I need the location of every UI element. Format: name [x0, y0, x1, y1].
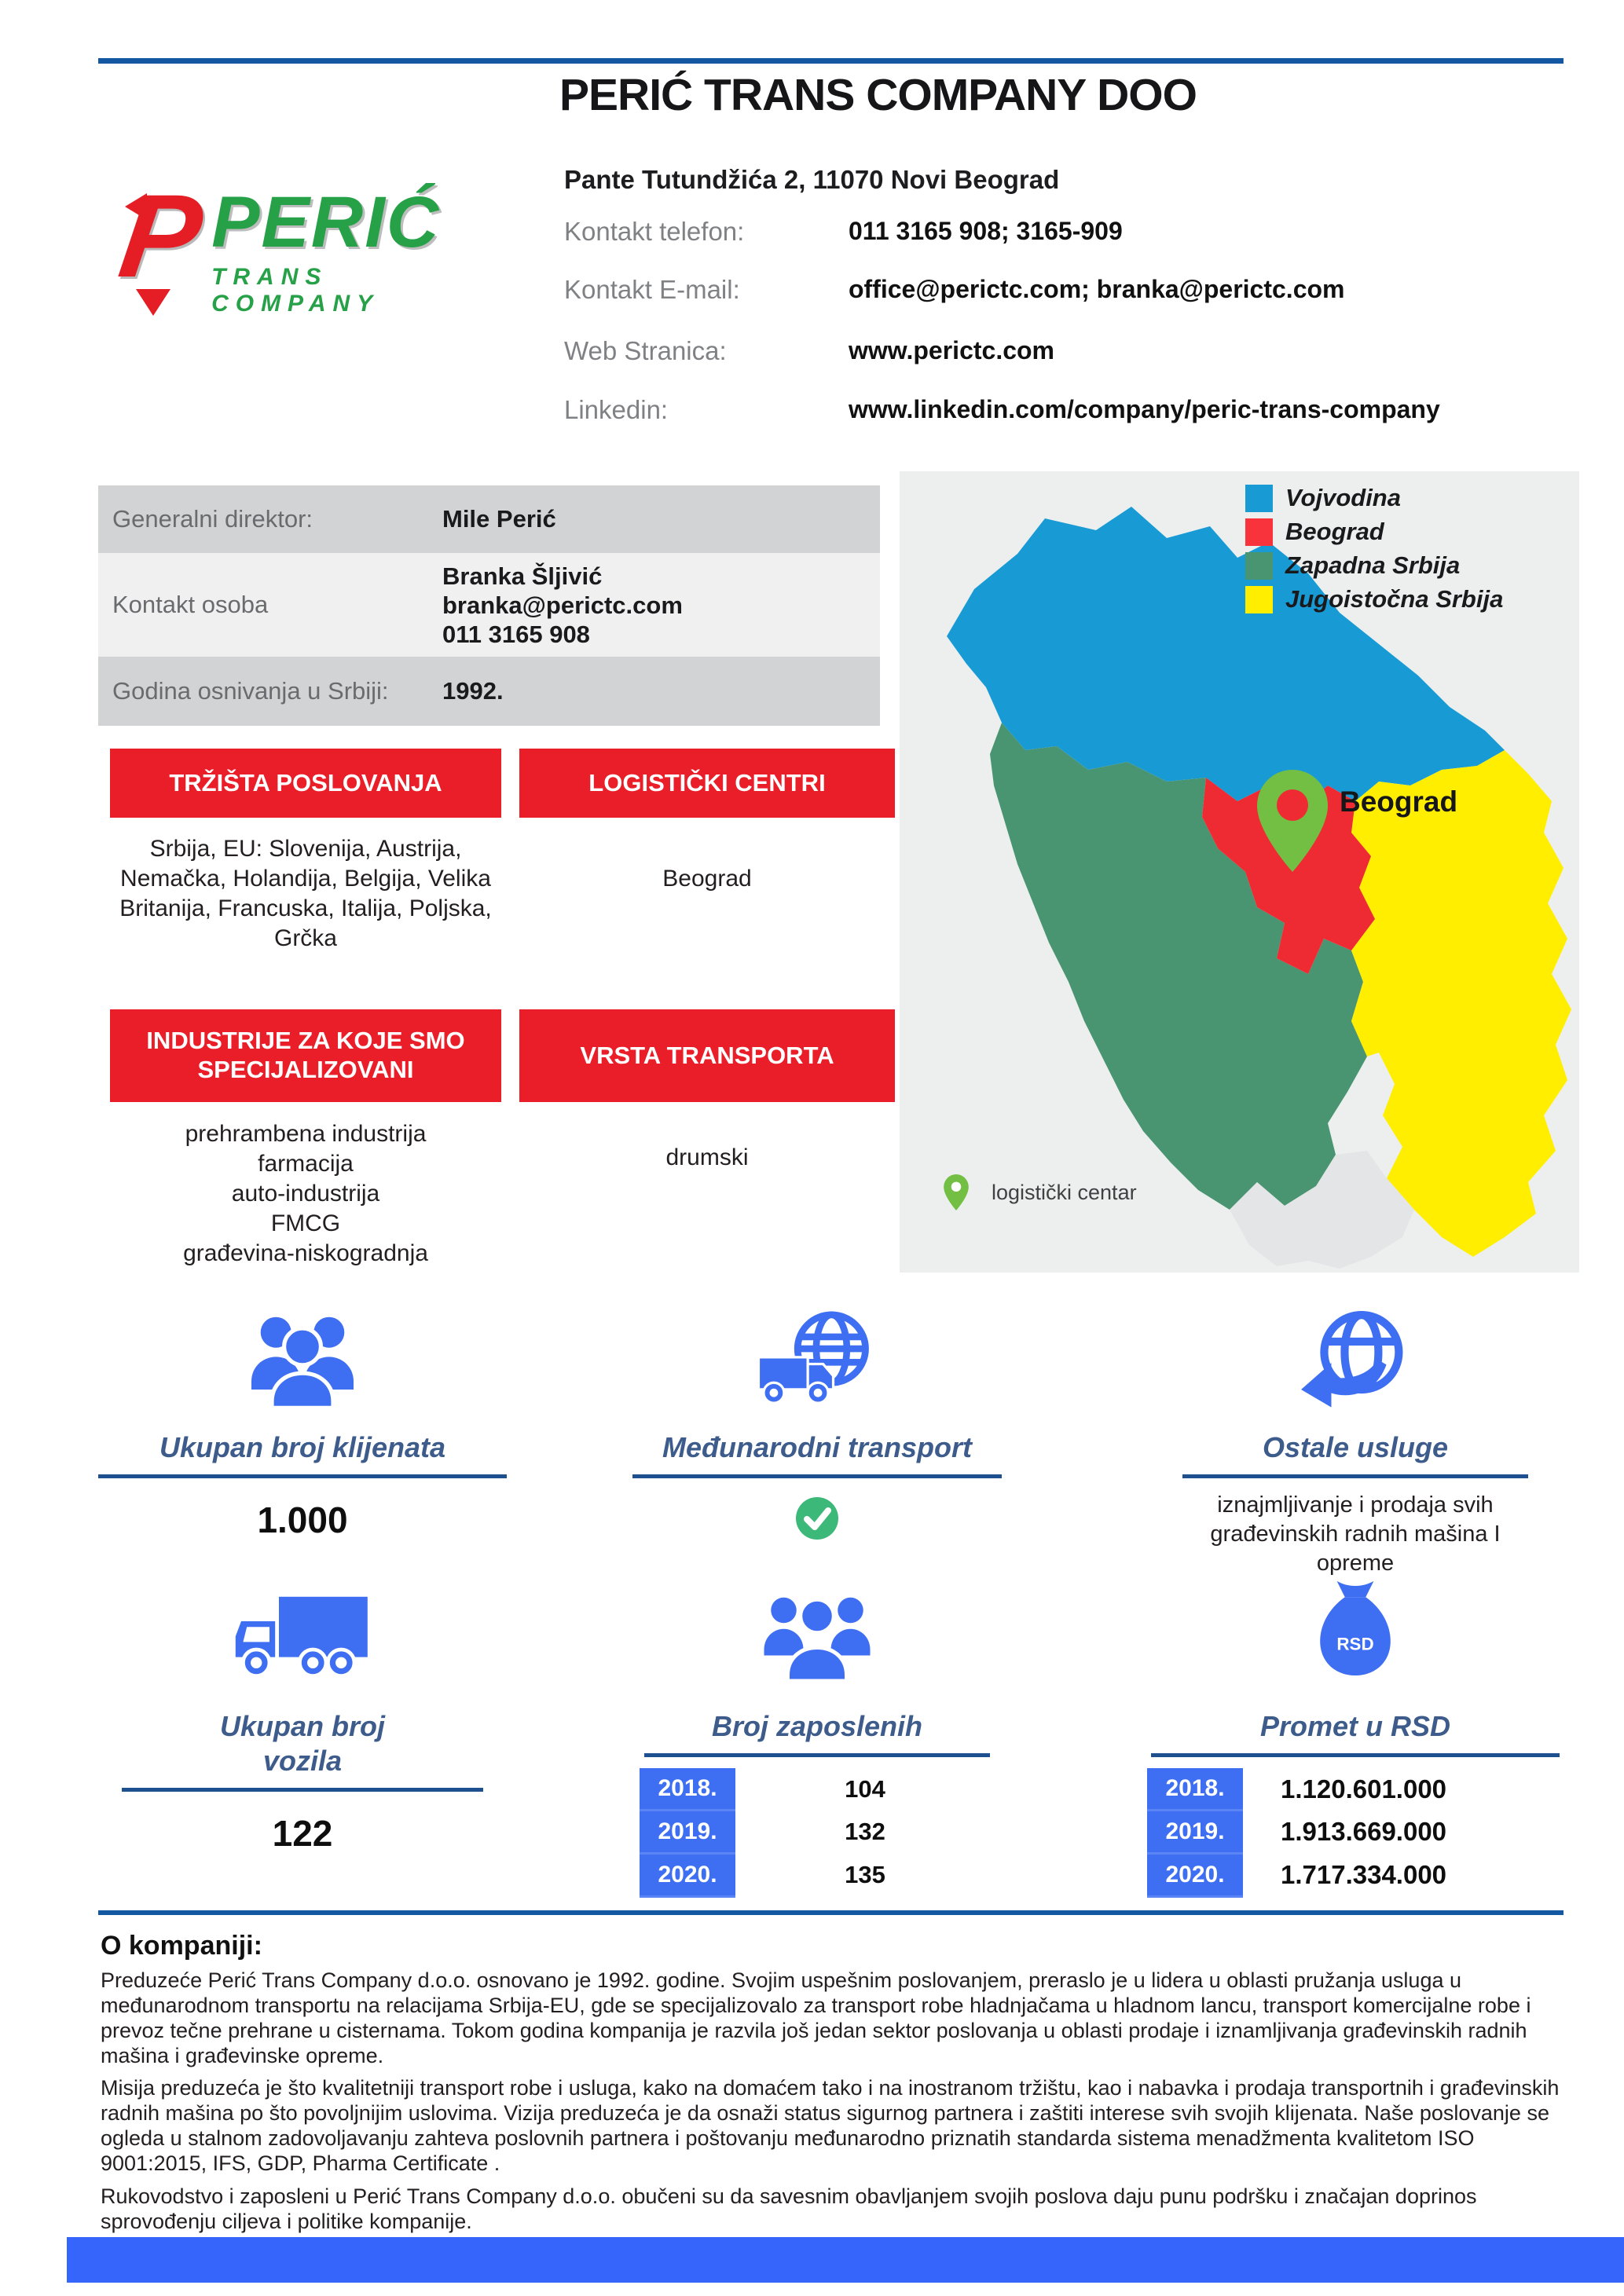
map-caption [943, 1174, 1137, 1210]
contact-web-value[interactable]: www.perictc.com [849, 336, 1054, 364]
contact-web-label: Web Stranica: [564, 336, 727, 365]
legend-label-jugoistocna-srbija: Jugoistočna Srbija [1285, 585, 1504, 613]
contact-email-row [564, 275, 1564, 305]
contact-person-email[interactable]: branka@perictc.com [442, 591, 683, 619]
international-label: Međunarodni transport [662, 1431, 972, 1463]
money-bag-icon [1311, 1571, 1399, 1689]
director-value: Mile Perić [442, 505, 556, 533]
revenue-year: 2020. [1147, 1854, 1243, 1897]
revenue-table [1147, 1768, 1564, 1898]
contact-person-label: Kontakt osoba [112, 591, 269, 618]
info-row-contact-person [98, 553, 880, 657]
vehicles-label: Ukupan broj vozila [219, 1710, 385, 1777]
map-city-label: Beograd [1340, 785, 1458, 818]
industry-item: farmacija [258, 1151, 354, 1177]
industry-item: FMCG [270, 1210, 341, 1236]
revenue-year: 2018. [1147, 1768, 1243, 1811]
transport-section-header: VRSTA TRANSPORTA [519, 1009, 895, 1102]
industries-list [110, 1119, 501, 1269]
contact-email-value[interactable]: office@perictc.com; branka@perictc.com [849, 275, 1345, 303]
markets-content: Srbija, EU: Slovenija, Austrija, Nemačka, Holandija, Belgija, Velika Britanija, Francuska, Italija, Poljska, Grčka [119, 836, 492, 951]
employees-value: 132 [845, 1818, 885, 1845]
table-row [1147, 1768, 1564, 1811]
info-row-director [98, 485, 880, 553]
logo-p-arrow-icon: P [112, 170, 210, 302]
map-caption-text: logistički centar [992, 1180, 1137, 1204]
table-row [1147, 1854, 1564, 1897]
logistics-section-header: LOGISTIČKI CENTRI [519, 749, 895, 818]
revenue-label: Promet u RSD [1259, 1710, 1451, 1742]
industry-item: auto-industrija [231, 1181, 380, 1207]
employees-year: 2020. [640, 1854, 735, 1897]
stat-vehicles [47, 1587, 558, 1855]
truck-globe-icon [753, 1308, 881, 1410]
globe-arrow-icon [1296, 1308, 1414, 1410]
legend-item-vojvodina [1245, 484, 1503, 512]
truck-icon [232, 1587, 373, 1689]
revenue-value: 1.717.334.000 [1281, 1860, 1447, 1889]
company-logo [112, 170, 491, 338]
map-legend [1245, 484, 1503, 619]
vehicles-value: 122 [272, 1813, 333, 1854]
company-address: Pante Tutundžića 2, 11070 Novi Beograd [564, 165, 1060, 194]
table-row [640, 1811, 995, 1854]
about-divider [98, 1910, 1564, 1915]
about-paragraph: Misija preduzeća je što kvalitetniji transport robe i usluga, kako na domaćem tako i na inostranom tržištu, kao i nabavka i prodaja transportnih i građevinskih radnih mašina po što povoljnijim uslovima. Vizija preduzeća je da osnaži status sigurnog partnera i zaštiti interese svih svojih klijenata. Naše poslovanje se ogleda u stalnom zadovoljavanju zahteva poslovnih partnera i poštovanju međunarodno priznatih standarda sistema menadžmenta kvalitetom ISO 9001:2015, IFS, GDP, Pharma Certificate . [101, 2076, 1560, 2175]
other-services-label: Ostale usluge [1262, 1431, 1449, 1463]
footer-bar [67, 2237, 1624, 2283]
logistics-center-pin-icon [943, 1174, 970, 1210]
contact-phone-row [564, 217, 1564, 247]
revenue-value: 1.913.669.000 [1281, 1817, 1447, 1846]
contact-phone-value: 011 3165 908; 3165-909 [849, 217, 1123, 245]
page-title: PERIĆ TRANS COMPANY DOO [559, 70, 1197, 120]
about-paragraph: Preduzeće Perić Trans Company d.o.o. osnovano je 1992. godine. Svojim uspešnim poslovanjem, preraslo je u lidera u oblasti pružanja usluga u međunarodnom transportu na relacijama Srbija-EU, gde se specijalizovalo za transport robe hladnjačama u hladnom lancu, transport komercijalne robe i prevoz tečne prehrane u cisternama. Tokom godina kompanija je razvila još jedan sektor poslovanja u oblasti prodaje i iznamljivanja građevinskih radnih mašina i građevinske opreme. [101, 1968, 1531, 2067]
legend-item-zapadna-srbija [1245, 551, 1503, 580]
check-circle-icon [794, 1496, 840, 1541]
contact-linkedin-value[interactable]: www.linkedin.com/company/peric-trans-company [849, 395, 1440, 423]
other-services-value: iznajmljivanje i prodaja svih građevinskih radnih mašina I opreme [1210, 1492, 1501, 1576]
contact-person-phone: 011 3165 908 [442, 620, 590, 648]
contact-email-label: Kontakt E-mail: [564, 275, 740, 304]
serbia-regions-map [900, 471, 1579, 1273]
employees-label: Broj zaposlenih [711, 1710, 923, 1742]
vehicles-underline [122, 1788, 483, 1792]
founded-label: Godina osnivanja u Srbiji: [112, 677, 389, 705]
director-label: Generalni direktor: [112, 505, 313, 533]
stat-international-transport [585, 1308, 1049, 1545]
legend-item-jugoistocna-srbija [1245, 585, 1503, 613]
industry-item: prehrambena industrija [185, 1121, 427, 1147]
international-underline [632, 1474, 1002, 1478]
about-paragraph: Rukovodstvo i zaposleni u Perić Trans Company d.o.o. obučeni su da savesnim obavljanjem svojih poslova daju punu podršku i značajan doprinos sprovođenju ciljeva i politike kompanije. [101, 2184, 1477, 2233]
clients-value: 1.000 [257, 1500, 348, 1540]
industries-section-header: INDUSTRIJE ZA KOJE SMO SPECIJALIZOVANI [110, 1009, 501, 1102]
revenue-year: 2019. [1147, 1811, 1243, 1854]
employees-value: 104 [845, 1774, 885, 1803]
legend-label-zapadna-srbija: Zapadna Srbija [1285, 551, 1461, 579]
info-row-founded [98, 657, 880, 726]
transport-content: drumski [665, 1144, 749, 1170]
legend-swatch-zapadna-srbija [1245, 552, 1273, 580]
employees-year: 2018. [640, 1768, 735, 1811]
logo-subtitle: TRANS COMPANY [211, 264, 380, 317]
clients-label: Ukupan broj klijenata [159, 1431, 446, 1463]
employees-people-icon [758, 1587, 876, 1689]
table-row [1147, 1811, 1564, 1854]
international-check [794, 1496, 840, 1545]
employees-underline [644, 1753, 990, 1757]
legend-item-beograd [1245, 518, 1503, 546]
stat-other-services [1120, 1308, 1591, 1578]
contact-linkedin-label: Linkedin: [564, 395, 669, 424]
about-heading: O kompaniji: [101, 1931, 262, 1961]
contact-web-row [564, 336, 1564, 366]
logistics-content: Beograd [662, 866, 752, 892]
founded-value: 1992. [442, 677, 504, 705]
money-bag-currency: RSD [1336, 1634, 1374, 1654]
clients-underline [98, 1474, 507, 1478]
clients-people-icon [241, 1308, 364, 1410]
contact-phone-label: Kontakt telefon: [564, 217, 745, 246]
table-row [640, 1854, 995, 1897]
employees-year: 2019. [640, 1811, 735, 1854]
contact-linkedin-row [564, 395, 1564, 425]
logo-wordmark: PERIĆ [211, 182, 441, 262]
industry-item: građevina-niskogradnja [183, 1240, 428, 1266]
legend-swatch-jugoistocna-srbija [1245, 586, 1273, 613]
top-divider [98, 58, 1564, 64]
other-services-underline [1182, 1474, 1528, 1478]
revenue-underline [1151, 1753, 1560, 1757]
stat-employees [585, 1587, 1049, 1898]
legend-label-beograd: Beograd [1285, 518, 1384, 545]
contact-person-name: Branka Šljivić [442, 562, 603, 590]
contact-person-value [442, 562, 683, 649]
table-row [640, 1768, 995, 1811]
stat-revenue [1120, 1571, 1591, 1898]
legend-swatch-vojvodina [1245, 485, 1273, 512]
legend-label-vojvodina: Vojvodina [1285, 484, 1401, 511]
employees-table [640, 1768, 995, 1898]
revenue-value: 1.120.601.000 [1281, 1774, 1447, 1803]
legend-swatch-beograd [1245, 518, 1273, 546]
employees-value: 135 [845, 1861, 885, 1888]
markets-section-header: TRŽIŠTA POSLOVANJA [110, 749, 501, 818]
stat-clients [47, 1308, 558, 1541]
